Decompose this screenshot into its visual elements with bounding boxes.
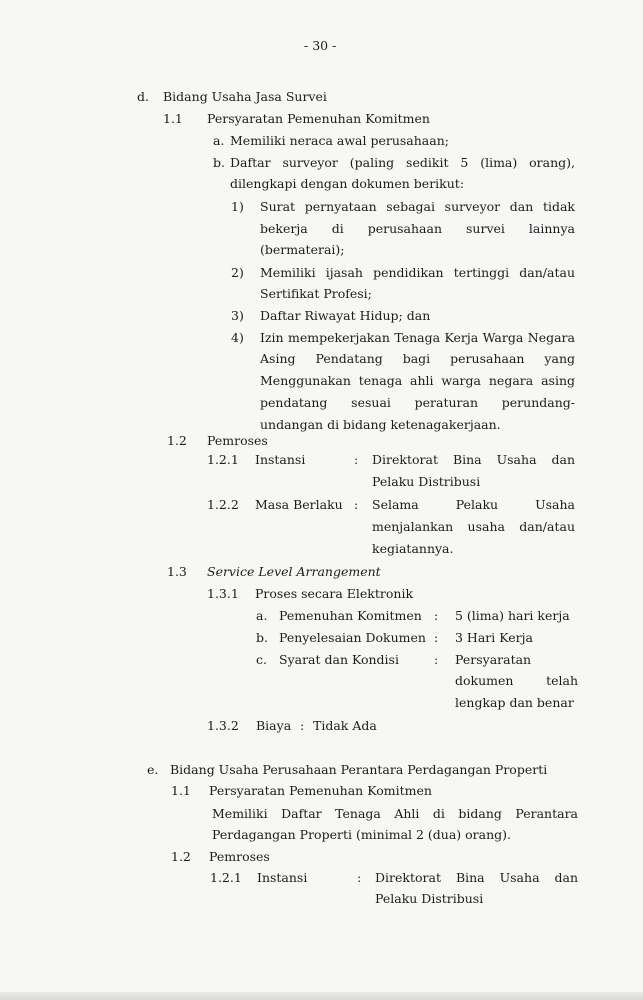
sla-b-colon: :: [434, 630, 439, 645]
d-1-2-2-value: menjalankan usaha dan/atau: [372, 519, 575, 534]
e-1-1-number: 1.1: [171, 783, 191, 798]
section-d-marker: d.: [137, 89, 149, 104]
e-1-2-1-number: 1.2.1: [210, 870, 242, 885]
d-1-3-2-colon: :: [300, 718, 305, 733]
sla-a-colon: :: [434, 608, 439, 623]
d-1-3-2-number: 1.3.2: [207, 718, 239, 733]
item-b-marker: b.: [213, 155, 225, 170]
page-number: - 30 -: [304, 38, 337, 53]
subitem-2-line: Memiliki ijasah pendidikan tertinggi dan/atau: [260, 265, 575, 280]
d-1-2-1-number: 1.2.1: [207, 452, 239, 467]
subitem-4-line: Izin mempekerjakan Tenaga Kerja Warga Negara: [260, 330, 575, 345]
d-1-2-2-value: kegiatannya.: [372, 541, 454, 556]
subitem-4-line: pendatang sesuai peraturan perundang-: [260, 395, 575, 410]
d-1-2-2-label: Masa Berlaku: [255, 497, 343, 512]
d-1-2-title: Pemroses: [207, 433, 268, 448]
e-1-2-1-colon: :: [357, 870, 362, 885]
section-e-marker: e.: [147, 762, 159, 777]
item-b-line: Daftar surveyor (paling sedikit 5 (lima) orang),: [230, 155, 575, 170]
subitem-1-marker: 1): [231, 199, 244, 214]
d-1-2-1-label: Instansi: [255, 452, 306, 467]
sla-a-marker: a.: [256, 608, 268, 623]
d-1-2-number: 1.2: [167, 433, 187, 448]
d-1-3-1-title: Proses secara Elektronik: [255, 586, 414, 601]
sla-c-value: lengkap dan benar: [455, 695, 574, 710]
subitem-3-line: Daftar Riwayat Hidup; dan: [260, 308, 431, 323]
sla-c-value: Persyaratan: [455, 652, 532, 667]
d-1-2-2-value: Selama Pelaku Usaha: [372, 497, 575, 512]
subitem-4-line: Menggunakan tenaga ahli warga negara asing: [260, 373, 575, 388]
subitem-2-marker: 2): [231, 265, 244, 280]
d-1-3-number: 1.3: [167, 564, 187, 579]
subitem-4-line: undangan di bidang ketenagakerjaan.: [260, 417, 501, 432]
e-1-2-number: 1.2: [171, 849, 191, 864]
d-1-3-1-number: 1.3.1: [207, 586, 239, 601]
sla-c-marker: c.: [256, 652, 267, 667]
e-1-2-title: Pemroses: [209, 849, 270, 864]
subitem-4-line: Asing Pendatang bagi perusahaan yang: [260, 351, 575, 366]
item-b-line: dilengkapi dengan dokumen berikut:: [230, 176, 465, 191]
item-a-marker: a.: [213, 133, 225, 148]
sla-c-label: Syarat dan Kondisi: [279, 652, 399, 667]
sla-b-value: 3 Hari Kerja: [455, 630, 533, 645]
subitem-3-marker: 3): [231, 308, 244, 323]
e-1-2-1-value: Pelaku Distribusi: [375, 891, 484, 906]
subitem-1-line: bekerja di perusahaan survei lainnya: [260, 221, 575, 236]
d-1-2-1-value: Direktorat Bina Usaha dan: [372, 452, 575, 467]
e-1-2-1-value: Direktorat Bina Usaha dan: [375, 870, 578, 885]
section-d-title: Bidang Usaha Jasa Survei: [163, 89, 327, 104]
e-1-2-1-label: Instansi: [257, 870, 308, 885]
d-1-1-title: Persyaratan Pemenuhan Komitmen: [207, 111, 430, 126]
subitem-1-line: Surat pernyataan sebagai surveyor dan tidak: [260, 199, 575, 214]
d-1-2-2-colon: :: [354, 497, 359, 512]
scan-edge: [0, 992, 643, 1000]
e-1-1-text: Perdagangan Properti (minimal 2 (dua) orang).: [212, 827, 512, 842]
d-1-3-2-value: Tidak Ada: [313, 718, 377, 733]
d-1-2-1-value: Pelaku Distribusi: [372, 474, 481, 489]
subitem-2-line: Sertifikat Profesi;: [260, 286, 372, 301]
sla-b-label: Penyelesaian Dokumen: [279, 630, 426, 645]
item-a-text: Memiliki neraca awal perusahaan;: [230, 133, 449, 148]
d-1-1-number: 1.1: [163, 111, 183, 126]
sla-a-label: Pemenuhan Komitmen: [279, 608, 422, 623]
sla-c-value: dokumen telah: [455, 673, 578, 688]
d-1-3-2-label: Biaya: [256, 718, 292, 733]
e-1-1-title: Persyaratan Pemenuhan Komitmen: [209, 783, 432, 798]
subitem-4-marker: 4): [231, 330, 244, 345]
sla-c-colon: :: [434, 652, 439, 667]
d-1-2-2-number: 1.2.2: [207, 497, 239, 512]
section-e-title: Bidang Usaha Perusahaan Perantara Perdagangan Properti: [170, 762, 548, 777]
d-1-3-title: Service Level Arrangement: [207, 564, 381, 579]
subitem-1-line: (bermaterai);: [260, 242, 345, 257]
sla-b-marker: b.: [256, 630, 268, 645]
sla-a-value: 5 (lima) hari kerja: [455, 608, 570, 623]
e-1-1-text: Memiliki Daftar Tenaga Ahli di bidang Perantara: [212, 806, 578, 821]
d-1-2-1-colon: :: [354, 452, 359, 467]
